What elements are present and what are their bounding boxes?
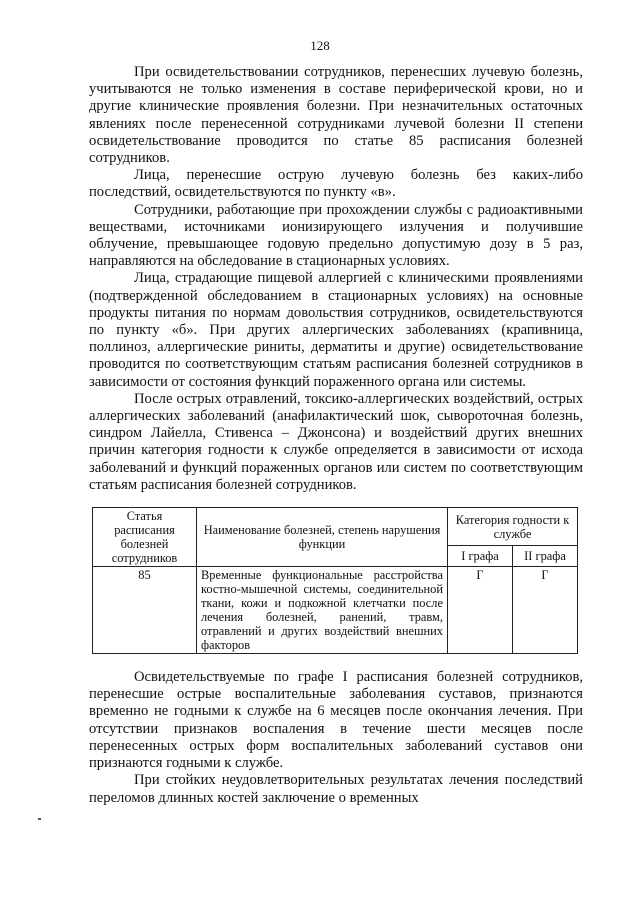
disease-schedule-table (92, 507, 578, 654)
paragraph-food-allergy: Лица, страдающие пищевой аллергией с клиническими проявлениями (подтвержденной обследованием в стационарных условиях) на основные продукты питания по нормам довольствия сотрудников, освидетельствуются по пункту «б». При других аллергических заболеваниях (крапивница, поллиноз, аллергические риниты, дерматиты и другие) освидетельствование проводится по соответствующим статьям расписания болезней сотрудников в зависимости от состояния функций пораженного органа или системы. (89, 270, 583, 390)
page-number: 128 (310, 38, 330, 53)
row-column-2: Г (513, 567, 578, 654)
document-body (89, 64, 583, 807)
table-row (93, 567, 578, 654)
header-column-1: I графа (448, 546, 513, 567)
paragraph-bone-fractures: При стойких неудовлетворительных результатах лечения последствий переломов длинных костей заключение о временных (89, 772, 583, 806)
row-article: 85 (93, 567, 197, 654)
header-column-2: II графа (513, 546, 578, 567)
paragraph-acute-poisoning: После острых отравлений, токсико-аллергических воздействий, острых аллергических заболеваний (анафилактический шок, сывороточная болезнь, синдром Лайелла, Стивенса – Джонсона) и воздействий других внешних причин категория годности к службе определяется в зависимости от исхода заболеваний и функций пораженных органов или систем по соответствующим статьям расписания болезней сотрудников. (89, 390, 583, 493)
table-header-row (93, 508, 578, 546)
row-column-1: Г (448, 567, 513, 654)
row-description: Временные функциональные расстройства костно-мышечной системы, соединительной ткани, кожи и подкожной клетчатки после лечения болезней, ранений, травм, отравлений и других воздействий внешних факторов (197, 567, 448, 654)
paragraph-radioactive-workers: Сотрудники, работающие при прохождении службы с радиоактивными веществами, источниками ионизирующего излучения и получившие облучение, превышающее годовую предельно допустимую дозу в 5 раз, направляются на обследование в стационарных условиях. (89, 201, 583, 270)
paragraph-radiation-sickness: При освидетельствовании сотрудников, перенесших лучевую болезнь, учитываются не только изменения в составе периферической крови, но и другие клинические проявления болезни. При незначительных остаточных явлениях после перенесенной сотрудниками лучевой болезни II степени освидетельствование проводится по статье 85 расписания болезней сотрудников. (89, 64, 583, 167)
paragraph-joint-inflammation: Освидетельствуемые по графе I расписания болезней сотрудников, перенесшие острые воспалительные заболевания суставов, признаются временно не годными к службе на 6 месяцев после окончания лечения. При отсутствии признаков воспаления в течение шести месяцев после перенесенных острых форм воспалительных заболеваний суставов они признаются годными к службе. (89, 669, 583, 772)
margin-mark (38, 818, 41, 820)
paragraph-acute-radiation: Лица, перенесшие острую лучевую болезнь без каких-либо последствий, освидетельствуются по пункту «в». (89, 167, 583, 201)
header-article: Статья расписания болезней сотрудников (93, 508, 197, 567)
header-fitness-category: Категория годности к службе (448, 508, 578, 546)
header-disease-name: Наименование болезней, степень нарушения функции (197, 508, 448, 567)
